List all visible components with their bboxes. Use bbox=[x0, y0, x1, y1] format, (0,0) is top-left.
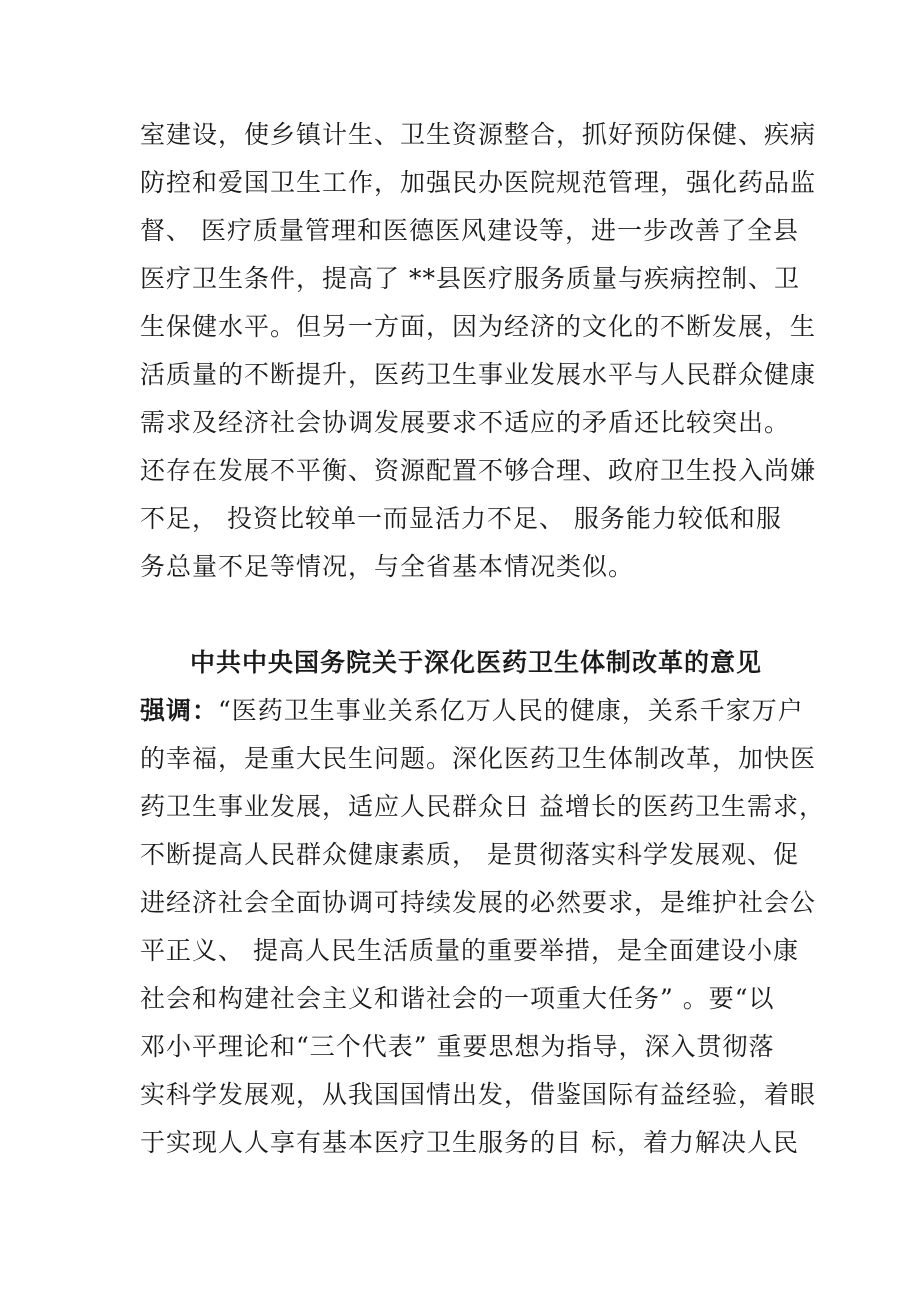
paragraph2-line-4: 药卫生事业发展，适应人民群众日 益增长的医药卫生需求， bbox=[140, 792, 825, 821]
paragraph1-line-8: 还存在发展不平衡、资源配置不够合理、政府卫生投入尚嫌 bbox=[140, 456, 817, 485]
paragraph1-line-5: 生保健水平。但另一方面，因为经济的文化的不断发展，生 bbox=[140, 312, 817, 341]
paragraph2-line-7: 平正义、 提高人民生活质量的重要举措，是全面建设小康 bbox=[140, 936, 799, 965]
paragraph1-line-3: 督、 医疗质量管理和医德医风建设等，进一步改善了全县 bbox=[140, 216, 799, 245]
paragraph1-line-1: 室建设，使乡镇计生、卫生资源整合，抓好预防保健、疾病 bbox=[140, 120, 817, 149]
paragraph1-line-9: 不足， 投资比较单一而显活力不足、 服务能力较低和服 bbox=[140, 504, 782, 533]
paragraph2-line-11: 于实现人人享有基本医疗卫生服务的目 标，着力解决人民 bbox=[140, 1128, 799, 1157]
paragraph2-heading-line-1: 中共中央国务院关于深化医药卫生体制改革的意见 bbox=[190, 648, 763, 677]
paragraph2-line-9: 邓小平理论和“三个代表” 重要思想为指导，深入贯彻落 bbox=[140, 1032, 775, 1061]
paragraph2-line-10: 实科学发展观，从我国国情出发，借鉴国际有益经验，着眼 bbox=[140, 1080, 817, 1109]
paragraph1-line-6: 活质量的不断提升，医药卫生事业发展水平与人民群众健康 bbox=[140, 360, 817, 389]
paragraph2-line-6: 进经济社会全面协调可持续发展的必然要求，是维护社会公 bbox=[140, 888, 817, 917]
paragraph2-line-8: 社会和构建社会主义和谐社会的一项重大任务” 。要“以 bbox=[140, 984, 775, 1013]
paragraph1-line-10: 务总量不足等情况，与全省基本情况类似。 bbox=[140, 552, 635, 581]
paragraph2-line-2-text: “医药卫生事业关系亿万人民的健康，关系千家万户 bbox=[218, 696, 804, 725]
paragraph2-line-3: 的幸福，是重大民生问题。深化医药卫生体制改革，加快医 bbox=[140, 744, 817, 773]
paragraph1-line-4: 医疗卫生条件，提高了 **县医疗服务质量与疾病控制、卫 bbox=[140, 264, 800, 293]
paragraph2-line-2 bbox=[140, 696, 804, 726]
paragraph2-heading-emphasis: 强调： bbox=[140, 696, 219, 725]
paragraph1-line-7: 需求及经济社会协调发展要求不适应的矛盾还比较突出。 bbox=[140, 408, 791, 437]
paragraph1-line-2: 防控和爱国卫生工作，加强民办医院规范管理，强化药品监 bbox=[140, 168, 817, 197]
paragraph2-line-5: 不断提高人民群众健康素质， 是贯彻落实科学发展观、促 bbox=[140, 840, 799, 869]
